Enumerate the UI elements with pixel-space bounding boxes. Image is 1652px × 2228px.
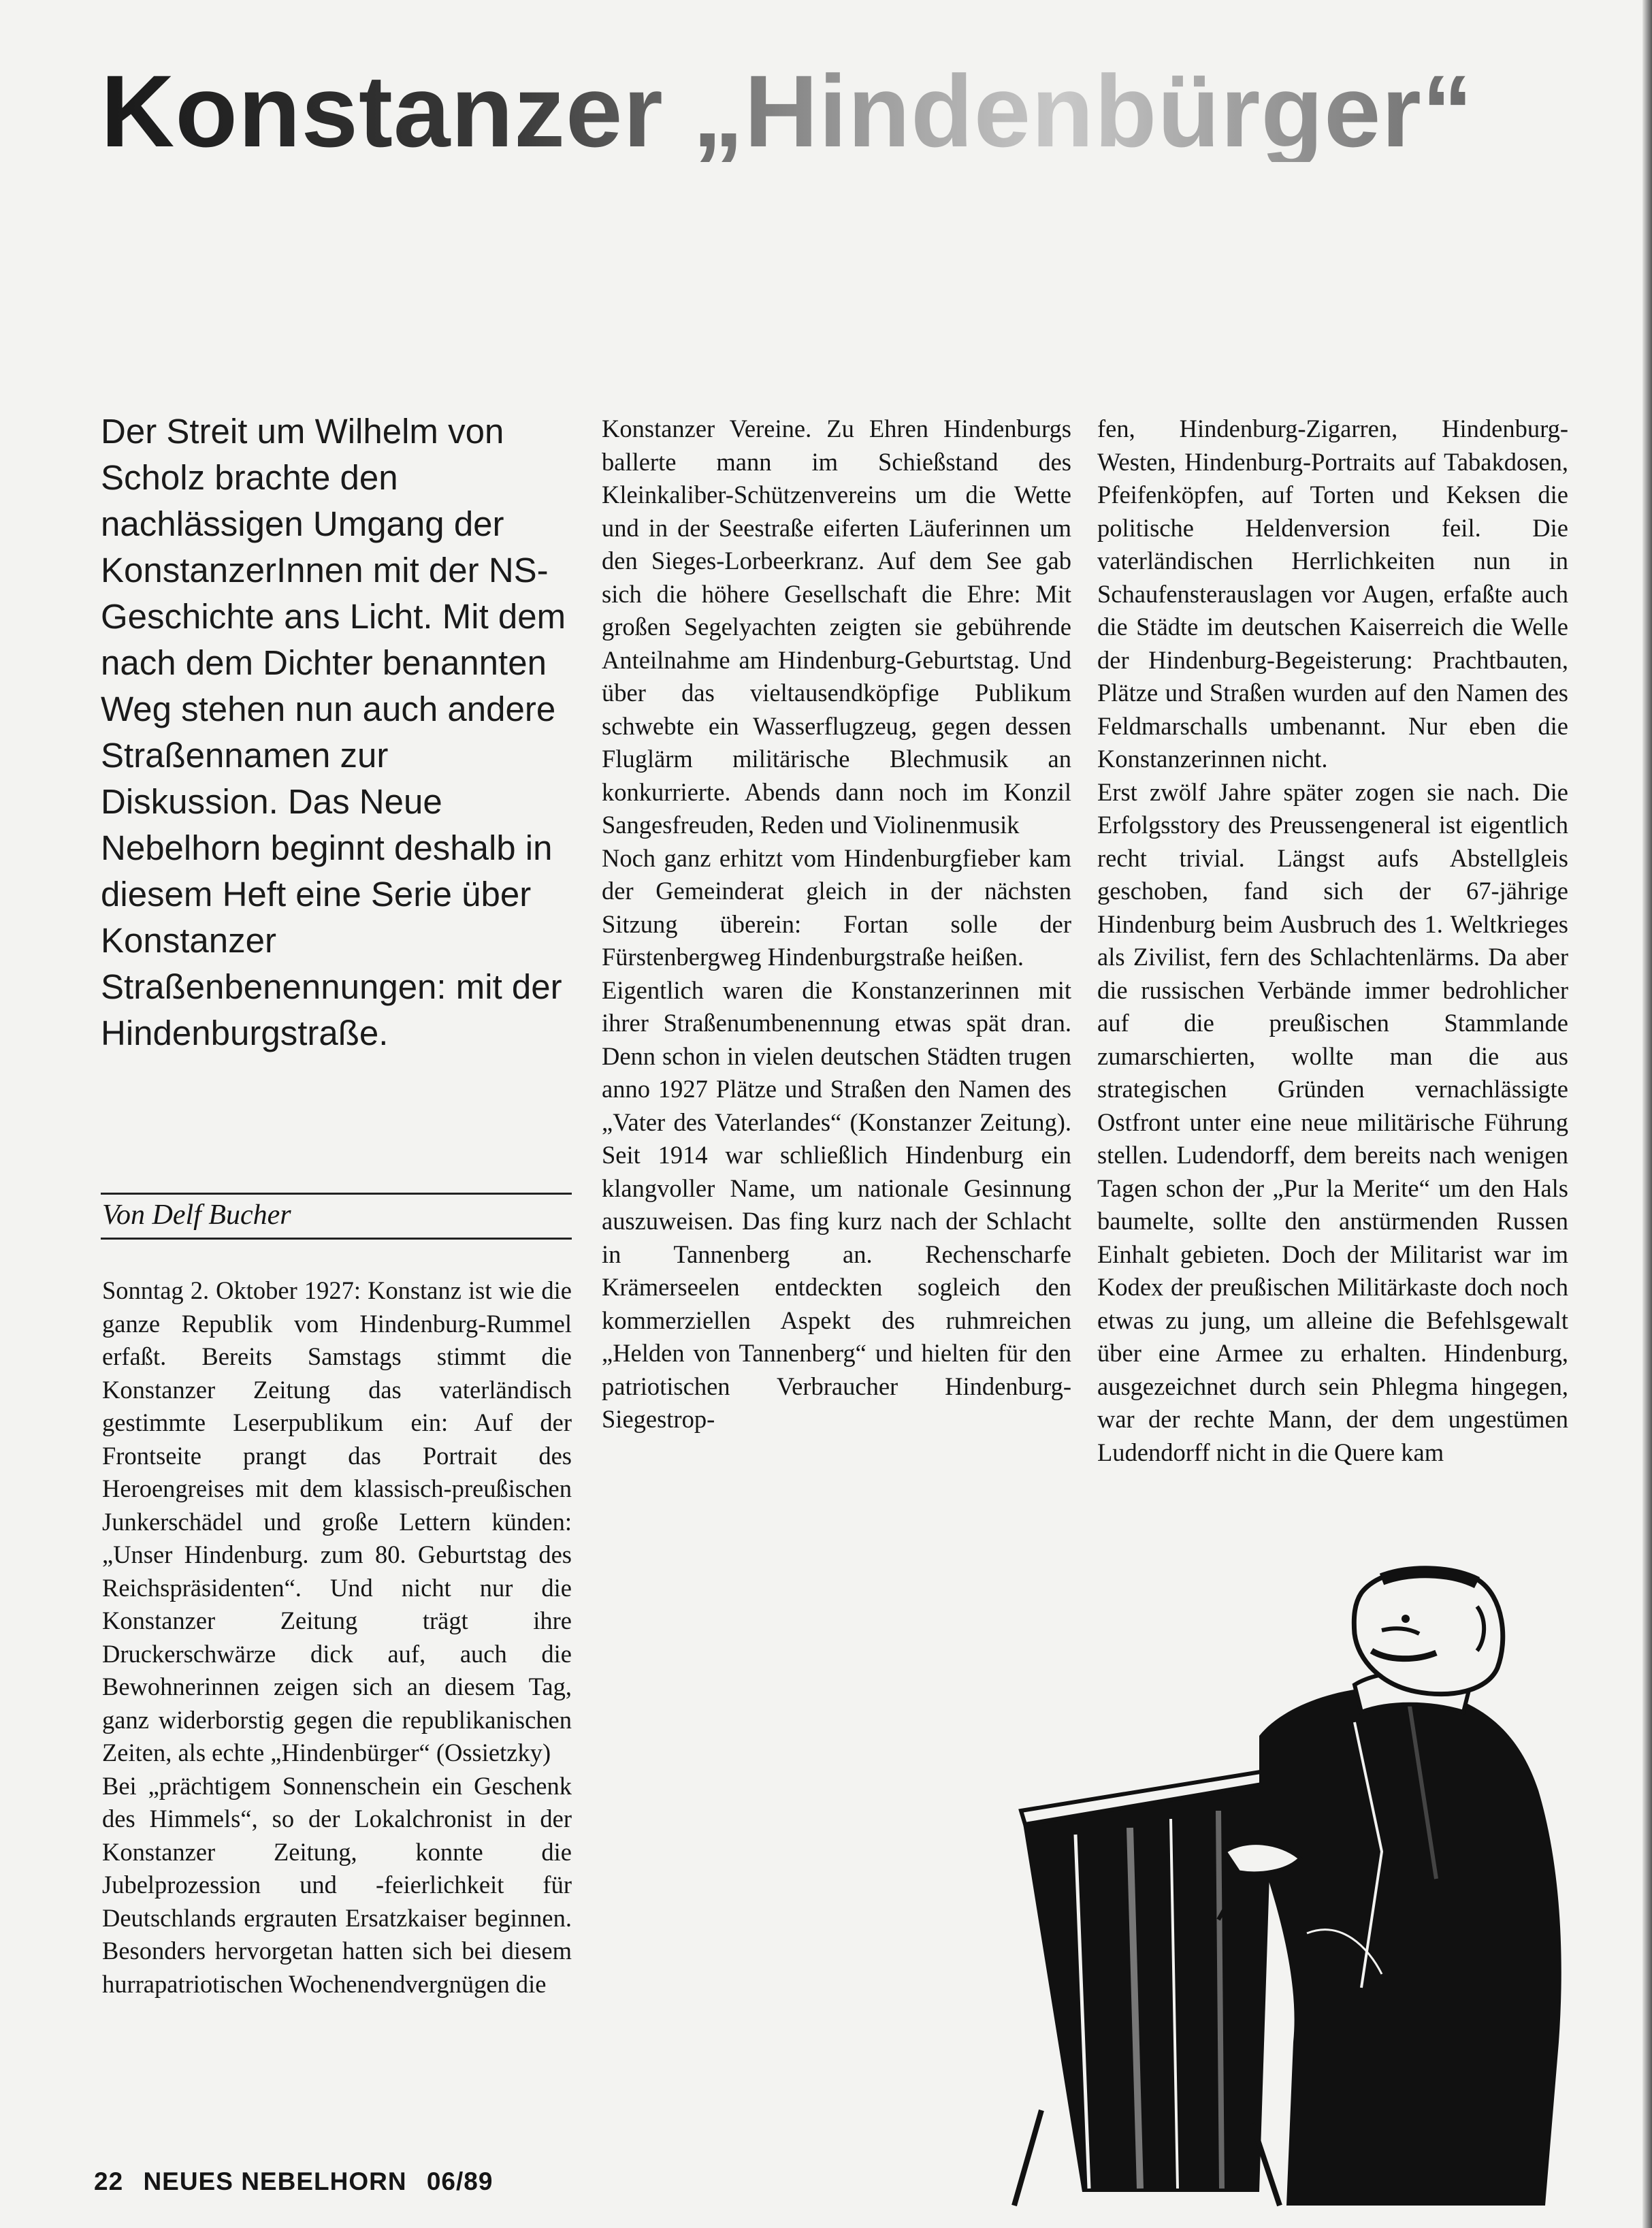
article-title: Konstanzer „Hindenbürger“ [101,54,1474,168]
byline-rule-bottom [101,1238,572,1240]
article-lead [101,408,570,1056]
page-number: 22 [94,2167,124,2195]
paragraph: Erst zwölf Jahre später zogen sie nach. Die Erfolgsstory des Preussengeneral ist eigentlich recht trivial. Längst aufs Abstellgleis geschoben, fand sich der 67-jährige Hindenburg beim Ausbruch des 1. Weltkrieges als Zivilist, fern des Schlachtenlärms. Da aber die russischen Verbände immer bedrohlicher auf die preußischen Stammlande zumarschierten, wollte man die aus strategischen Gründen vernachlässigte Ostfront unter eine neue militärische Führung stellen. Ludendorff, dem bereits nach wenigen Tagen schon der „Pur la Merite“ um den Hals baumelte, sollte den anstürmenden Russen Einhalt gebieten. Doch der Militarist war im Kodex der preußischen Militärkaste doch noch etwas zu jung, um alleine die Befehlsgewalt über eine Armee zu erhalten. Hindenburg, ausgezeichnet durch sein Phlegma hingegen, war der rechte Mann, der dem ungestümen Ludendorff nicht in die Quere kam [1097,777,1568,1466]
text-column-2 [602,413,1071,1436]
head [1354,1569,1502,1694]
issue-number: 06/89 [426,2167,493,2195]
paragraph: Eigentlich waren die Konstanzerinnen mit ihrer Straßenumbenennung etwas spät dran. Denn schon in vielen deutschen Städten trugen anno 1927 Plätze und Straßen den Namen des „Vater des Vaterlandes“ (Konstanzer Zeitung). Seit 1914 war schließlich Hindenburg ein klangvoller Name, um nationale Gesinnung auszuweisen. Das fing kurz nach der Schlacht in Tannenberg an. Rechenscharfe Krämerseelen entdeckten sogleich den kommerziellen Aspekt des ruhmreichen „Helden von Tannenberg“ und hielten für den patriotischen Verbraucher Hindenburg-Siegestrop- [602,975,1071,1433]
paragraph: fen, Hindenburg-Zigarren, Hindenburg-Westen, Hindenburg-Portraits auf Tabakdosen, Pfeifenköpfen, auf Torten und Keksen die politische Heldenversion feil. Die vaterländischen Herrlichkeiten nun in Schaufensterauslagen vor Augen, erfaßte auch die Städte im deutschen Kaiserreich die Welle der Hindenburg-Begeisterung: Prachtbauten, Plätze und Straßen wurden auf den Namen des Feldmarschalls umbenannt. Nur eben die Konstanzerinnen nicht. [1097,415,1568,773]
hindenburg-caricature-icon [1001,1566,1586,2219]
byline: Von Delf Bucher [102,1199,291,1231]
page-footer [94,2167,505,2197]
figure-body [1259,1687,1561,2206]
paragraph: Sonntag 2. Oktober 1927: Konstanz ist wie die ganze Republik vom Hindenburg-Rummel erfaßt. Bereits Samstags stimmt die Konstanzer Zeitung das vaterländisch gestimmte Leserpublikum ein: Auf der Frontseite prangt das Portrait des Heroengreises mit dem klassisch-preußischen Junkerschädel und große Lettern künden: „Unser Hindenburg. zum 80. Geburtstag des Reichspräsidenten“. Und nicht nur die Konstanzer Zeitung trägt ihre Druckerschwärze dick auf, auch die Bewohnerinnen zeigen sich an diesem Tag, ganz widerborstig gegen die republikanischen Zeiten, als echte „Hindenbürger“ (Ossietzky) [102,1276,572,1766]
byline-rule-top [101,1193,572,1195]
text-column-3 [1097,413,1568,1469]
paragraph: Noch ganz erhitzt vom Hindenburgfieber kam der Gemeinderat gleich in der nächsten Sitzung überein: Fortan solle der Fürstenbergweg Hindenburgstraße heißen. [602,843,1071,971]
magazine-name: NEUES NEBELHORN [143,2167,407,2195]
page-edge [1642,0,1652,2228]
lead-text: Der Streit um Wilhelm von Scholz brachte den nachlässigen Umgang der KonstanzerInnen mit der NS-Geschichte ans Licht. Mit dem nach dem Dichter benannten Weg stehen nun auch andere Straßennamen zur Diskussion. Das Neue Nebelhorn beginnt deshalb in diesem Heft eine Serie über Konstanzer Straßenbenennungen: mit der Hindenburgstraße. [101,412,566,1052]
text-column-1 [102,1274,572,2001]
lectern-icon [1014,1770,1280,2206]
paragraph: Bei „prächtigem Sonnenschein ein Geschenk des Himmels“, so der Lokalchronist in der Konstanzer Zeitung, konnte die Jubelprozession und -feierlichkeit für Deutschlands ergrauten Ersatzkaiser beginnen. Besonders hervorgetan hatten sich bei diesem hurrapatriotischen Wochenendvergnügen die [102,1771,572,1998]
paragraph: Konstanzer Vereine. Zu Ehren Hindenburgs ballerte mann im Schießstand des Kleinkaliber-Schützenvereins um die Wette und in der Seestraße eiferten Läuferinnen um den Sieges-Lorbeerkranz. Auf dem See gab sich die höhere Gesellschaft die Ehre: Mit großen Segelyachten zeigten sie gebührende Anteilnahme am Hindenburg-Geburtstag. Und über das vieltausendköpfige Publikum schwebte ein Wasserflugzeug, gegen dessen Fluglärm militärische Blechmusik an konkurrierte. Abends dann noch im Konzil Sangesfreuden, Reden und Violinenmusik [602,415,1071,839]
